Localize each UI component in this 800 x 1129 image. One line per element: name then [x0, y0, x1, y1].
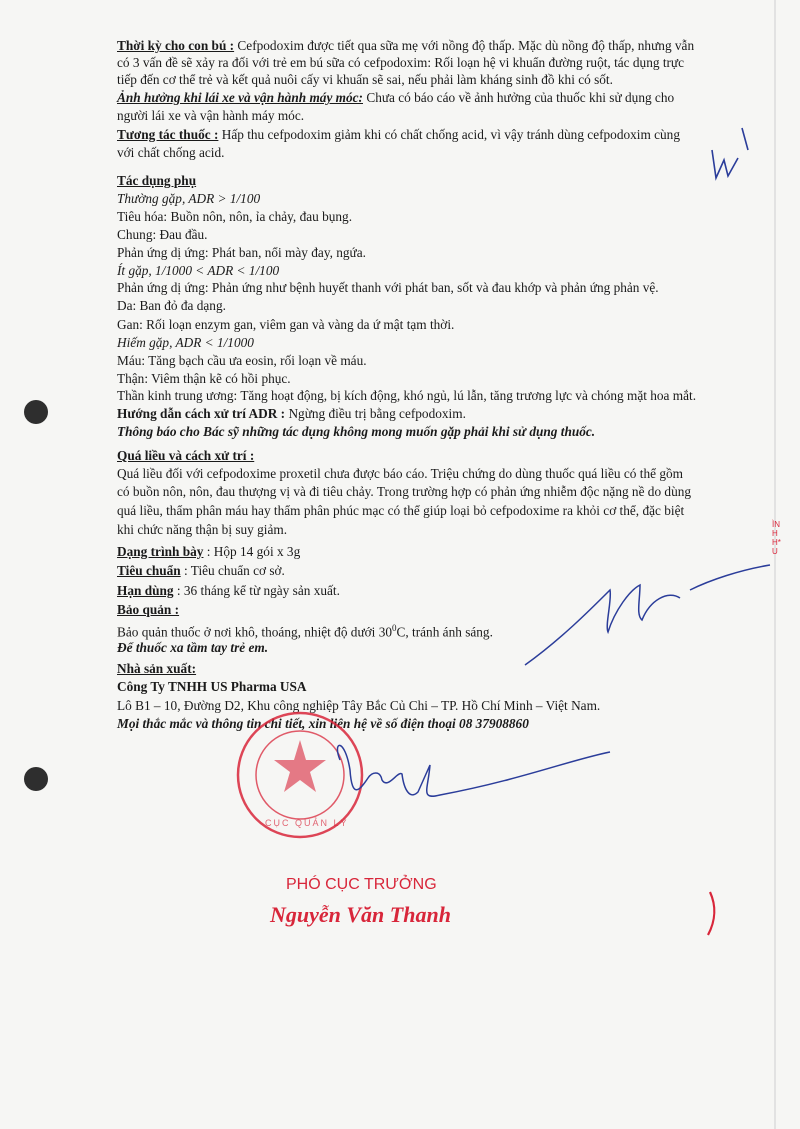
- overdose-line-3: quá liều, thẩm phân máu hay thẩm phân phúc mạc có thể giúp loại bỏ cefpodoxime ra khỏi cơ thể, đặc biệt: [117, 503, 685, 518]
- breastfeeding-heading: Thời kỳ cho con bú :: [117, 38, 235, 53]
- dosage-form-heading: Dạng trình bày: [117, 544, 204, 559]
- adr-line: Hướng dẫn cách xử trí ADR : Ngừng điều trị bằng cefpodoxim.: [117, 406, 466, 421]
- side-effects-liver: Gan: Rối loạn enzym gan, viêm gan và vàng da ứ mật tạm thời.: [117, 317, 455, 332]
- driving-heading: Ảnh hưởng khi lái xe và vận hành máy móc:: [117, 90, 363, 105]
- manufacturer-contact: Mọi thắc mắc và thông tin chi tiết, xin liên hệ về số điện thoại 08 37908860: [117, 716, 529, 731]
- stamp-title: PHÓ CỤC TRƯỞNG: [286, 876, 437, 893]
- side-effects-rare: Hiếm gặp, ADR < 1/1000: [117, 335, 254, 350]
- interactions-line-2: với chất chống acid.: [117, 145, 225, 160]
- overdose-line-2: có buồn nôn, nôn, đau thượng vị và đi tiêu chảy. Trong trường hợp có phản ứng nhiễm độc nặng nề do dùng: [117, 484, 692, 499]
- storage-heading: Bảo quản :: [117, 602, 180, 617]
- side-effects-skin: Da: Ban đỏ đa dạng.: [117, 298, 226, 313]
- notify-doctor: Thông báo cho Bác sỹ những tác dụng không mong muốn gặp phải khi sử dụng thuốc.: [117, 424, 596, 439]
- driving-line-2: người lái xe và vận hành máy móc.: [117, 108, 305, 123]
- side-effects-general: Chung: Đau đầu.: [117, 227, 208, 242]
- side-effects-allergic: Phản ứng dị ứng: Phát ban, nổi mày đay, ngứa.: [117, 245, 366, 260]
- driving-line-1: Ảnh hưởng khi lái xe và vận hành máy móc: Chưa có báo cáo về ảnh hưởng của thuốc khi sử dụng cho: [117, 90, 675, 105]
- seal-text: CỤC QUẢN LÝ: [265, 818, 349, 828]
- interactions-heading: Tương tác thuốc :: [117, 127, 219, 142]
- seal-star-icon: [274, 740, 326, 792]
- storage-text: Bảo quản thuốc ở nơi khô, thoáng, nhiệt độ dưới $30^0C$, tránh ánh sáng.: [117, 623, 493, 640]
- side-effects-allergic-2: Phản ứng dị ứng: Phản ứng như bệnh huyết thanh với phát ban, sốt và đau khớp và phản ứng phản vệ.: [117, 280, 659, 295]
- side-effects-blood: Máu: Tăng bạch cầu ưa eosin, rối loạn về máu.: [117, 353, 367, 368]
- breastfeeding-line-1: Thời kỳ cho con bú : Cefpodoxim được tiết qua sữa mẹ với nồng độ thấp. Mặc dù nồng độ thấp, nhưng vẫn: [117, 38, 695, 53]
- officer-signature: [337, 745, 610, 796]
- initials-mark: [712, 128, 748, 178]
- dosage-form-line: Dạng trình bày : Hộp 14 gói x 3g: [117, 544, 301, 559]
- overdose-line-1: Quá liều đối với cefpodoxime proxetil chưa được báo cáo. Triệu chứng do dùng thuốc quá liều có thể gồm: [117, 466, 683, 481]
- manufacturer-company: Công Ty TNHH US Pharma USA: [117, 679, 307, 694]
- side-effects-common: Thường gặp, ADR > 1/100: [117, 191, 261, 206]
- adr-heading: Hướng dẫn cách xử trí ADR :: [117, 406, 286, 421]
- edge-stamp-text: ÌNHH*U: [772, 520, 781, 556]
- storage-children: Để thuốc xa tầm tay trẻ em.: [117, 640, 269, 655]
- standard-line: Tiêu chuẩn : Tiêu chuẩn cơ sở.: [117, 563, 285, 578]
- expiry-heading: Hạn dùng: [117, 583, 174, 598]
- side-effects-heading: Tác dụng phụ: [117, 173, 197, 188]
- breastfeeding-line-3: tiếp đến cơ thể trẻ và kết quả nuôi cấy vi khuẩn sẽ sai, nếu phải làm kháng sinh đồ khi có sốt.: [117, 72, 613, 87]
- side-effects-cns: Thần kinh trung ương: Tăng hoạt động, bị kích động, khó ngủ, lú lẫn, tăng trương lực và chóng mặt hoa mắt.: [117, 388, 697, 403]
- side-effects-uncommon: Ít gặp, 1/1000 < ADR < 1/100: [117, 263, 280, 278]
- stamp-name: Nguyễn Văn Thanh: [270, 902, 451, 927]
- manufacturer-heading: Nhà sản xuất:: [117, 661, 197, 676]
- director-signature: [525, 565, 770, 665]
- overdose-line-4: khi chức năng thận bị suy giảm.: [117, 522, 288, 537]
- red-edge-mark: [708, 892, 714, 935]
- side-effects-kidney: Thận: Viêm thận kẽ có hồi phục.: [117, 371, 291, 386]
- side-effects-digestive: Tiêu hóa: Buồn nôn, nôn, ỉa chảy, đau bụng.: [117, 209, 353, 224]
- overdose-heading: Quá liều và cách xử trí :: [117, 448, 255, 463]
- interactions-line-1: Tương tác thuốc : Hấp thu cefpodoxim giảm khi có chất chống acid, vì vậy tránh dùng cefpodoxim cùng: [117, 127, 680, 142]
- expiry-line: Hạn dùng : 36 tháng kể từ ngày sản xuất.: [117, 583, 340, 598]
- breastfeeding-line-2: có 3 vấn đề sẽ xảy ra đối với trẻ em bú sữa có cefpodoxim: Rối loạn hệ vi khuẩn đường ruột, tác dụng trực: [117, 55, 685, 70]
- manufacturer-address: Lô B1 – 10, Đường D2, Khu công nghiệp Tây Bắc Củ Chi – TP. Hồ Chí Minh – Việt Nam.: [117, 698, 601, 713]
- standard-heading: Tiêu chuẩn: [117, 563, 181, 578]
